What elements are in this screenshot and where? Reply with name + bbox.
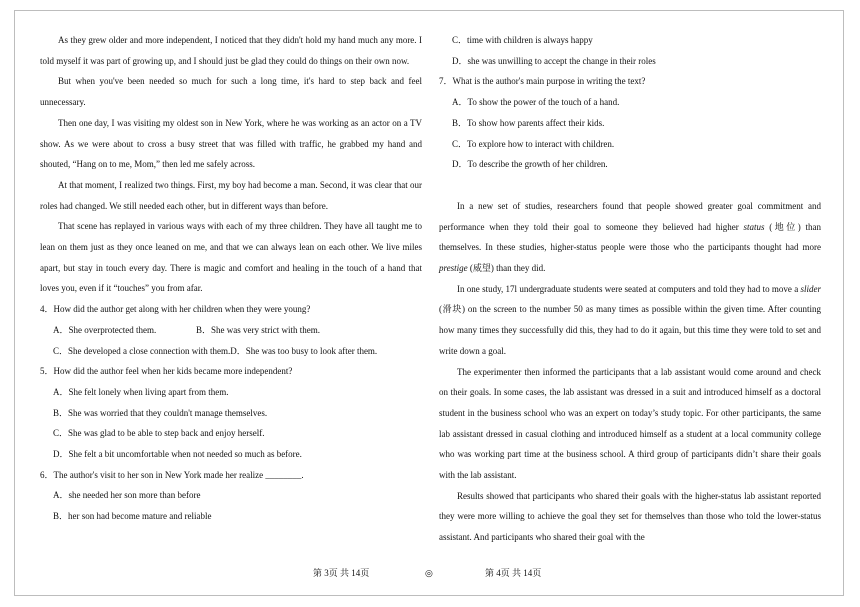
passage-paragraph: But when you've been needed so much for such a long time, it's hard to step back and feel unnecessary.	[40, 76, 422, 108]
question-5	[40, 361, 422, 465]
text-run: (滑块) on the screen to the number 50 as many times as possible within the given time. After counting how many times they successfully did this, they had to do it again, but this time they were told to set and write down a goal.	[439, 304, 821, 356]
passage-paragraph: Then one day, I was visiting my oldest son in New York, where he was working as an actor on a TV show. As we were about to cross a busy street that was filled with traffic, he grabbed my hand and shouted, “Hang on to me, Mom,” then led me safely across.	[40, 117, 422, 170]
option-c: C．She was glad to be able to step back and enjoy herself.	[53, 428, 265, 439]
passage-paragraph	[439, 279, 821, 362]
option-a: A．She overprotected them.	[53, 324, 157, 335]
passage-paragraph: The experimenter then informed the participants that a lab assistant would come around and check on their goals. In some cases, the lab assistant was dressed in a suit and introduced himself as a doctoral student in the business school who was an expert on today’s study topic. For other participants, the same lab assistant dressed in casual clothing and introduced himself as a student at a local community college who was working part time at the business school. A third group of participants didn’t share their goals with the lab assistant.	[439, 366, 821, 481]
footer-symbol: ◎	[425, 568, 433, 578]
option-a: A．To show the power of the touch of a hand.	[452, 97, 620, 108]
option-row	[40, 320, 422, 341]
passage-paragraph	[439, 196, 821, 279]
passage-paragraph: Results showed that participants who shared their goals with the higher-status lab assistant reported they were more willing to achieve the goal they set for themselves than those who told the lower-status assistant. And participants who shared their goal with the	[439, 490, 821, 543]
question-stem: 6．The author's visit to her son in New York made her realize ________.	[40, 469, 304, 480]
footer-right-page-number: 第 4页 共 14页	[485, 568, 542, 578]
option-d: D．She felt a bit uncomfortable when not needed so much as before.	[53, 449, 302, 460]
section-gap	[439, 175, 821, 196]
option-c: C．To explore how to interact with children.	[452, 138, 615, 149]
option-b: B．her son had become mature and reliable	[53, 511, 212, 522]
option-a: A．she needed her son more than before	[53, 490, 201, 501]
question-stem: 4．How did the author get along with her children when they were young?	[40, 304, 311, 315]
question-stem: 7．What is the author's main purpose in writing the text?	[439, 76, 646, 87]
right-column	[439, 30, 821, 548]
option-cd: C．She developed a close connection with them.D．She was too busy to look after them.	[53, 345, 378, 356]
keyword: status	[743, 221, 765, 232]
option-b: B．She was very strict with them.	[196, 324, 320, 335]
footer-left-page-number: 第 3页 共 14页	[313, 568, 370, 578]
question-4	[40, 299, 422, 361]
question-stem: 5．How did the author feel when her kids became more independent?	[40, 366, 293, 377]
question-7	[439, 71, 821, 175]
option-d: D．she was unwilling to accept the change in their roles	[452, 55, 656, 66]
option-b: B．To show how parents affect their kids.	[452, 117, 605, 128]
passage-paragraph: That scene has replayed in various ways with each of my three children. They have all taught me to lean on them just as they once leaned on me, and that we can always lean on each other. We live miles apart, but stay in touch every day. There is magic and comfort and healing in the touch of a hand that loves you, even if it “touches” you from afar.	[40, 221, 422, 294]
question-6	[40, 465, 422, 527]
text-run: (威望) than they did.	[467, 263, 546, 274]
keyword: slider	[800, 283, 821, 294]
left-column	[40, 30, 422, 527]
text-run: (地位) than themselves. In these studies, higher-status people were those who the participants thought had more	[439, 221, 821, 253]
passage-paragraph: As they grew older and more independent, I noticed that they didn't hold my hand much any more. I told myself it was part of growing up, and I should just be glad they could do things on their own now.	[40, 35, 422, 66]
option-d: D．To describe the growth of her children.	[452, 159, 608, 170]
option-b: B．She was worried that they couldn't manage themselves.	[53, 407, 268, 418]
keyword: prestige	[439, 263, 468, 274]
option-c: C．time with children is always happy	[452, 35, 593, 45]
text-run: In one study, 17l undergraduate students were seated at computers and told they had to move a	[457, 283, 801, 294]
text-run: In a new set of studies, researchers found that people showed greater goal commitment and performance when they told their goal to someone they believed had higher	[439, 200, 821, 232]
passage-paragraph: At that moment, I realized two things. First, my boy had become a man. Second, it was clear that our roles had changed. We still needed each other, but in different ways than before.	[40, 179, 422, 211]
option-a: A．She felt lonely when living apart from them.	[53, 386, 229, 397]
